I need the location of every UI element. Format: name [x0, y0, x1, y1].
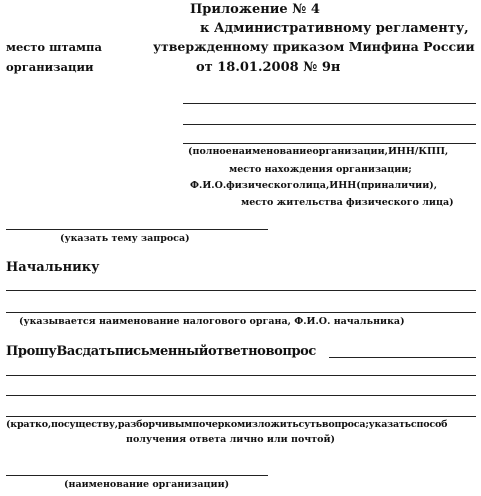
request-line-0	[329, 357, 476, 358]
request-caption-line-1: (кратко,посуществу,разборчивымпочеркомизложитьсутьвопроса;указатьспособ	[6, 419, 448, 430]
request-text: ПрошуВасдатьписьменныйответновопрос	[6, 344, 316, 359]
addressee-line-1	[6, 290, 476, 291]
addressee-label: Начальнику	[6, 260, 100, 275]
request-caption-line-2: получения ответа лично или почтой)	[126, 434, 336, 445]
stamp-label-line-2: организации	[6, 60, 94, 74]
applicant-caption-line-2: место нахождения организации;	[229, 164, 412, 175]
annex-line-4: от 18.01.2008 № 9н	[196, 60, 341, 75]
topic-line	[6, 229, 268, 230]
applicant-line-1	[183, 103, 476, 104]
request-line-2	[6, 395, 476, 396]
addressee-caption: (указывается наименование налогового органа, Ф.И.О. начальника)	[19, 316, 405, 327]
addressee-line-2	[6, 312, 476, 313]
applicant-caption-line-1: (полноенаименованиеорганизации,ИНН/КПП,	[188, 146, 449, 157]
stamp-label-line-1: место штампа	[6, 40, 102, 54]
applicant-line-3	[183, 143, 476, 144]
topic-caption: (указать тему запроса)	[60, 233, 190, 244]
request-line-3	[6, 416, 476, 417]
applicant-line-2	[183, 124, 476, 125]
annex-title: Приложение № 4	[190, 2, 320, 17]
annex-line-3: утвержденному приказом Минфина России	[153, 39, 475, 54]
annex-line-2: к Административному регламенту,	[200, 21, 469, 36]
applicant-caption-line-4: место жительства физического лица)	[241, 197, 454, 208]
request-line-1	[6, 375, 476, 376]
organization-line	[6, 475, 268, 476]
organization-caption: (наименование организации)	[64, 479, 230, 490]
applicant-caption-line-3: Ф.И.О.физическоголица,ИНН(приналичии),	[190, 180, 438, 191]
